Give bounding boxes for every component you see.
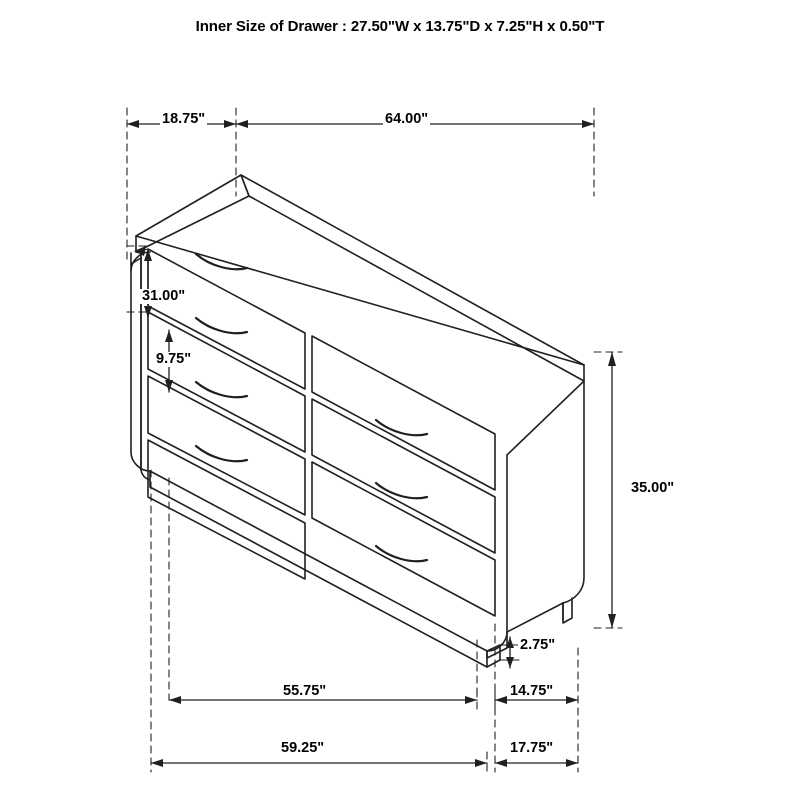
dim-bottom-side-depth: 14.75" [510,683,554,699]
dim-right-height: 35.00" [631,480,675,496]
dim-top-width: 64.00" [385,111,429,127]
page-title: Inner Size of Drawer : 27.50"W x 13.75"D x 7.25"H x 0.50"T [195,18,605,35]
dim-overall-depth: 17.75" [510,740,554,756]
dim-left-height-upper: 31.00" [142,288,186,304]
dim-drawer-height: 9.75" [156,351,192,367]
dim-overall-width: 59.25" [281,740,325,756]
dim-bottom-front-width: 55.75" [283,683,327,699]
dim-leg-height: 2.75" [520,637,556,653]
dim-top-depth: 18.75" [162,111,206,127]
